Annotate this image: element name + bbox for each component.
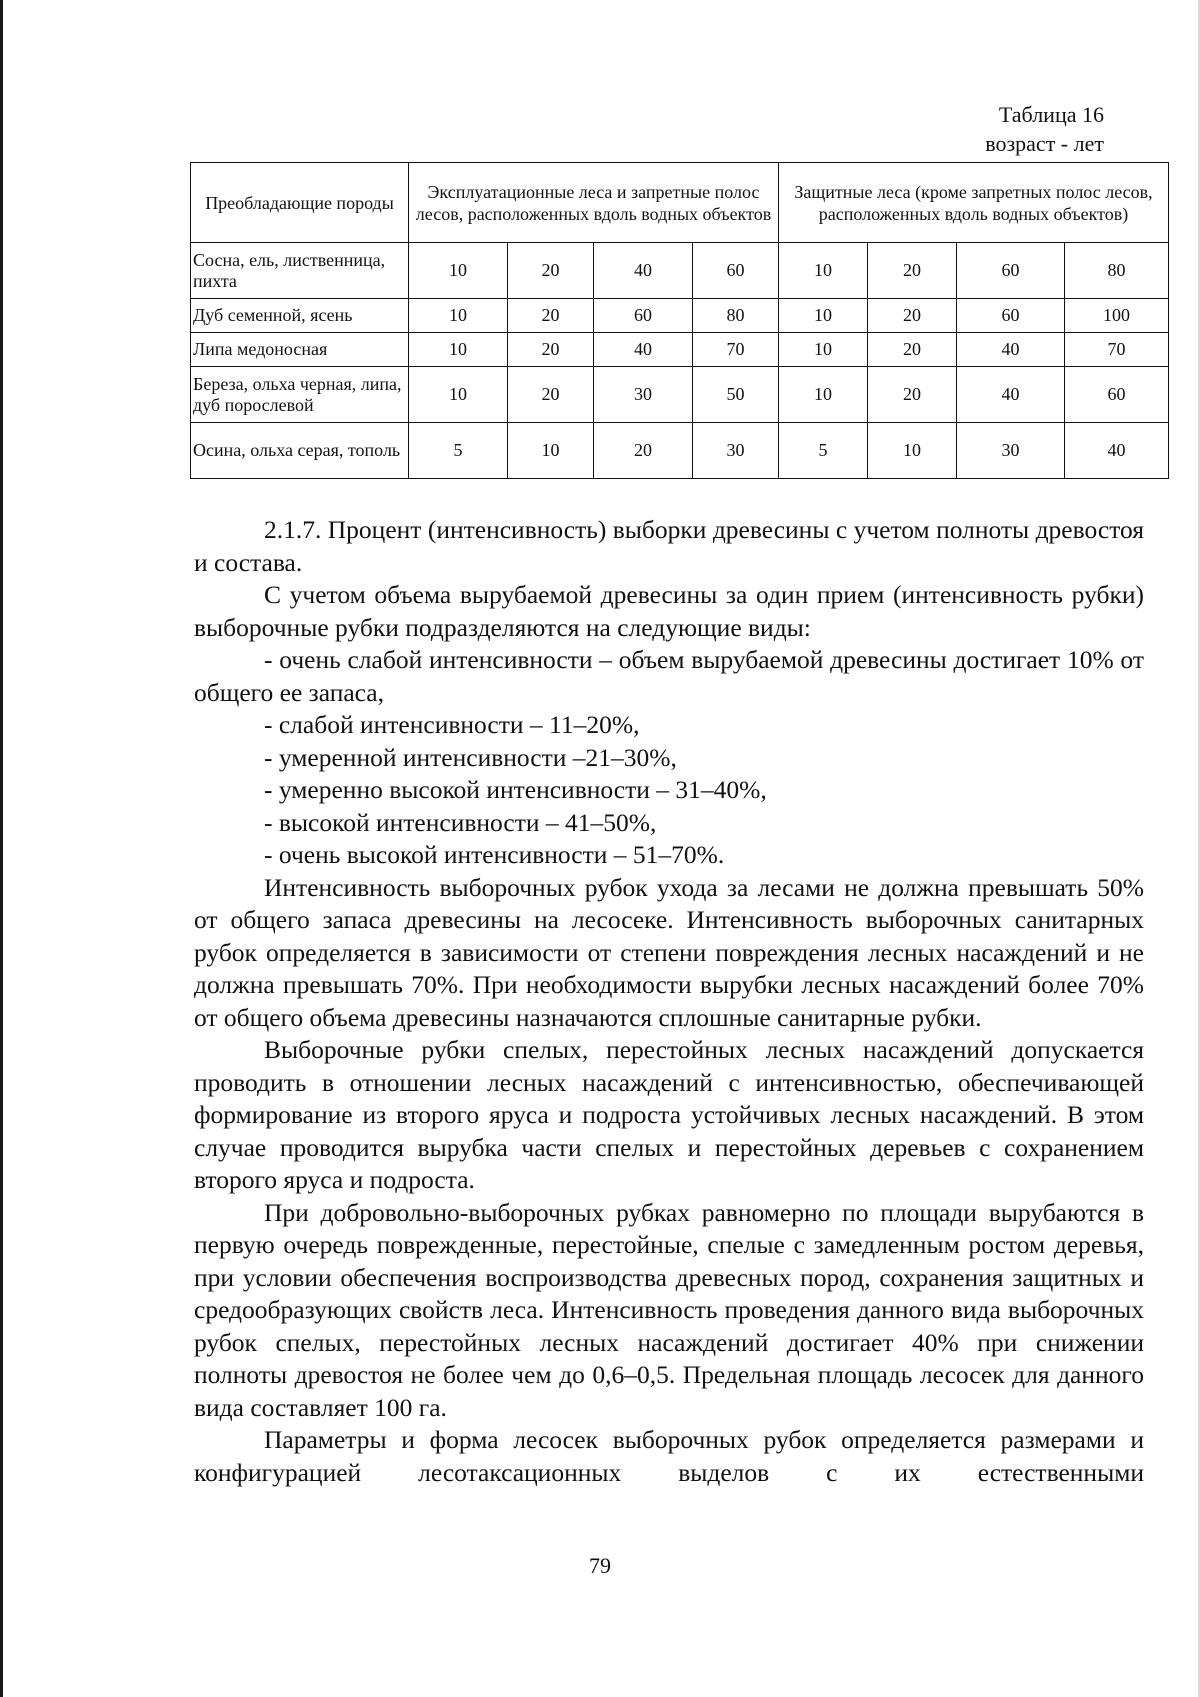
- age-value-cell: 40: [594, 333, 693, 367]
- table-caption: [985, 100, 1104, 158]
- age-value-cell: 10: [779, 243, 868, 299]
- age-value-cell: 20: [868, 299, 957, 333]
- age-value-cell: 80: [1065, 243, 1169, 299]
- age-value-cell: 10: [508, 423, 594, 479]
- list-item: - высокой интенсивности – 41–50%,: [264, 807, 657, 837]
- list-item: - очень слабой интенсивности – объем вырубаемой древесины достигает 10% от общего ее запаса,: [194, 645, 1144, 707]
- age-value-cell: 40: [957, 333, 1065, 367]
- age-value-cell: 60: [693, 243, 779, 299]
- table-row: [191, 423, 1169, 479]
- species-name-cell: Дуб семенной, ясень: [191, 299, 409, 333]
- age-value-cell: 60: [594, 299, 693, 333]
- age-value-cell: 20: [508, 299, 594, 333]
- table-number: Таблица 16: [998, 102, 1104, 127]
- paragraph: При добровольно-выборочных рубках равномерно по площади вырубаются в первую очередь поврежденные, перестойные, спелые с замедленным ростом деревья, при условии обеспечения воспроизводства древесных пород, сохранения защитных и средообразующих свойств леса. Интенсивность проведения данного вида выборочных рубок спелых, перестойных лесных насаждений достигает 40% при снижении полноты древостоя не более чем до 0,6–0,5. Предельная площадь лесосек для данного вида составляет 100 га.: [194, 1197, 1144, 1422]
- age-value-cell: 10: [868, 423, 957, 479]
- age-value-cell: 100: [1065, 299, 1169, 333]
- age-value-cell: 30: [957, 423, 1065, 479]
- list-item: - умеренной интенсивности –21–30%,: [264, 742, 677, 772]
- age-value-cell: 10: [779, 333, 868, 367]
- age-value-cell: 20: [868, 333, 957, 367]
- age-value-cell: 60: [957, 299, 1065, 333]
- paragraph: Выборочные рубки спелых, перестойных лесных насаждений допускается проводить в отношении лесных насаждений с интенсивностью, обеспечивающей формирование из второго яруса и подроста устойчивых лесных насаждений. В этом случае проводится вырубка части спелых и перестойных деревьев с сохранением второго яруса и подроста.: [194, 1035, 1144, 1194]
- list-item: - умеренно высокой интенсивности – 31–40%,: [264, 775, 767, 804]
- age-value-cell: 50: [693, 367, 779, 423]
- species-name-cell: Осина, ольха серая, тополь: [191, 423, 409, 479]
- age-value-cell: 40: [957, 367, 1065, 423]
- species-name-cell: Сосна, ель, лиственница, пихта: [191, 243, 409, 299]
- age-value-cell: 5: [409, 423, 508, 479]
- age-value-cell: 10: [779, 367, 868, 423]
- age-value-cell: 10: [409, 299, 508, 333]
- page-number: 79: [589, 1553, 611, 1578]
- age-value-cell: 70: [1065, 333, 1169, 367]
- age-value-cell: 30: [693, 423, 779, 479]
- species-name-cell: Липа медоносная: [191, 333, 409, 367]
- body-text: [194, 514, 1144, 1489]
- age-value-cell: 40: [594, 243, 693, 299]
- header-group-exploitation: Эксплуатационные леса и запретные полос лесов, расположенных вдоль водных объектов: [409, 163, 779, 243]
- species-name-cell: Береза, ольха черная, липа, дуб порослевой: [191, 367, 409, 423]
- age-value-cell: 70: [693, 333, 779, 367]
- age-value-cell: 10: [779, 299, 868, 333]
- age-value-cell: 20: [508, 367, 594, 423]
- paragraph: С учетом объема вырубаемой древесины за один прием (интенсивность рубки) выборочные рубки подразделяются на следующие виды:: [194, 580, 1144, 642]
- age-value-cell: 20: [594, 423, 693, 479]
- age-value-cell: 10: [409, 367, 508, 423]
- table-body: [191, 243, 1169, 479]
- age-value-cell: 20: [508, 333, 594, 367]
- list-item: - слабой интенсивности – 11–20%,: [264, 710, 640, 739]
- age-value-cell: 20: [508, 243, 594, 299]
- table-row: [191, 367, 1169, 423]
- table-row: [191, 299, 1169, 333]
- age-value-cell: 40: [1065, 423, 1169, 479]
- table-row: [191, 333, 1169, 367]
- header-species: Преобладающие породы: [191, 163, 409, 243]
- age-value-cell: 60: [957, 243, 1065, 299]
- age-value-cell: 30: [594, 367, 693, 423]
- age-value-cell: 5: [779, 423, 868, 479]
- age-value-cell: 10: [409, 243, 508, 299]
- paragraph: 2.1.7. Процент (интенсивность) выборки древесины с учетом полноты древостоя и состава.: [194, 515, 1144, 577]
- age-value-cell: 20: [868, 367, 957, 423]
- list-item: - очень высокой интенсивности – 51–70%.: [264, 840, 725, 869]
- age-value-cell: 80: [693, 299, 779, 333]
- table-row: [191, 243, 1169, 299]
- paragraph: Интенсивность выборочных рубок ухода за лесами не должна превышать 50% от общего запаса древесины на лесосеке. Интенсивность выборочных санитарных рубок определяется в зависимости от степени повреждения лесных насаждений и не должна превышать 70%. При необходимости вырубки лесных насаждений более 70% от общего объема древесины назначаются сплошные санитарные рубки.: [194, 872, 1144, 1032]
- paragraph: Параметры и форма лесосек выборочных рубок определяется размерами и конфигурацией лесотаксационных выделов с их естественными: [194, 1425, 1144, 1487]
- age-table: [190, 162, 1169, 479]
- scan-left-edge: [0, 0, 3, 1697]
- header-group-protective: Защитные леса (кроме запретных полос лесов, расположенных вдоль водных объектов): [779, 163, 1169, 243]
- age-value-cell: 20: [868, 243, 957, 299]
- age-value-cell: 60: [1065, 367, 1169, 423]
- age-value-cell: 10: [409, 333, 508, 367]
- table-unit: возраст - лет: [985, 131, 1104, 156]
